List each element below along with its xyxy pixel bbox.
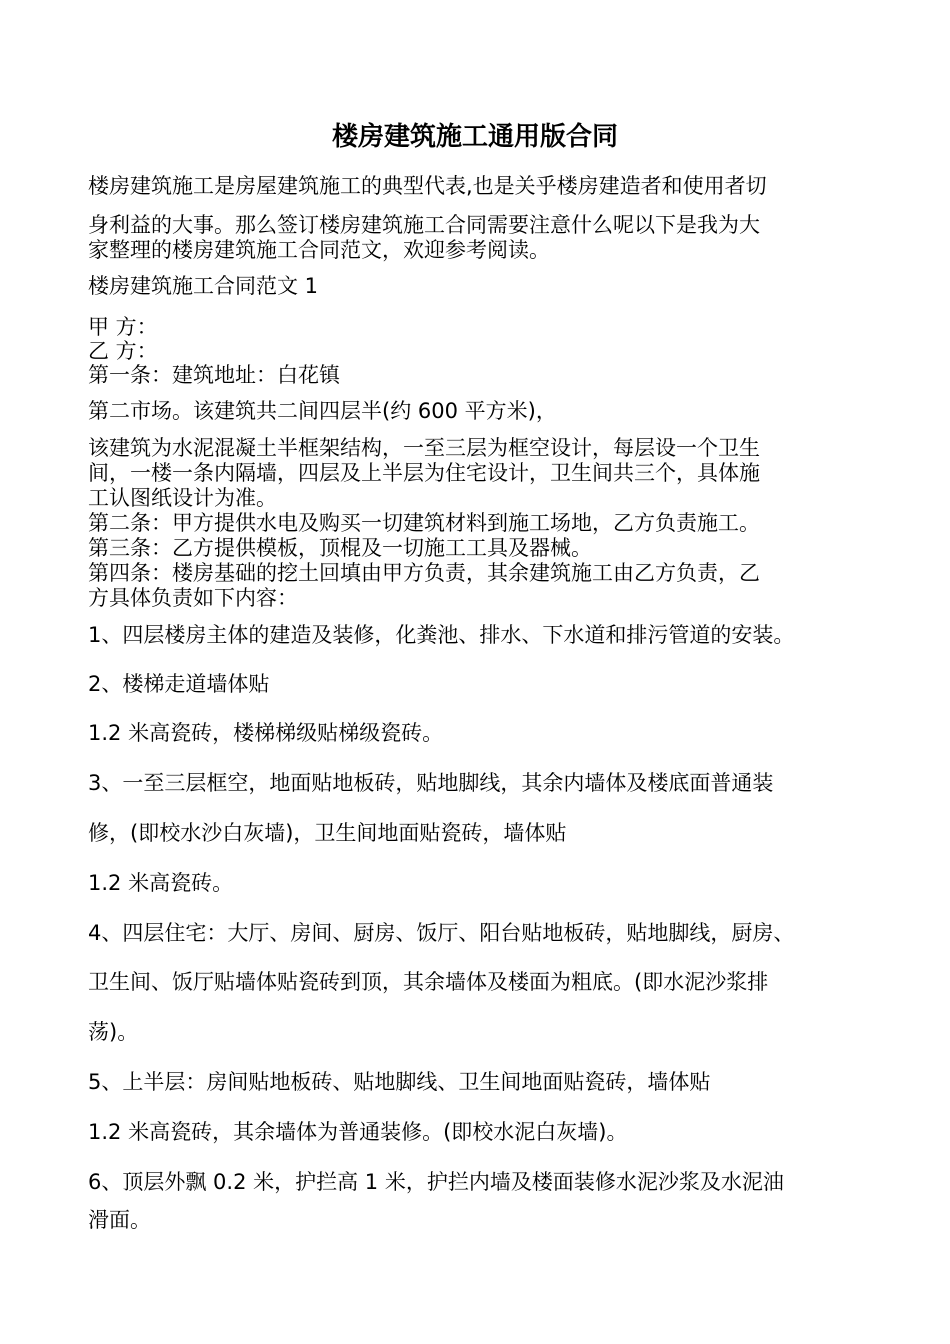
- clause-1-line: 第一条：建筑地址：白花镇: [88, 363, 340, 387]
- structure-line-2: 间，一楼一条内隔墙，四层及上半层为住宅设计，卫生间共三个，具体施: [88, 461, 760, 485]
- party-b-line: 乙 方：: [88, 339, 158, 363]
- item-4-line-3: 荡)。: [88, 1020, 139, 1044]
- clause-2-line: 第二条：甲方提供水电及购买一切建筑材料到施工场地，乙方负责施工。: [88, 511, 760, 535]
- intro-line-3: 家整理的楼房建筑施工合同范文，欢迎参考阅读。: [88, 238, 550, 262]
- item-2-line-1: 2、楼梯走道墙体贴: [88, 672, 270, 696]
- item-1-line: 1、四层楼房主体的建造及装修，化粪池、排水、下水道和排污管道的安装。: [88, 623, 795, 647]
- clause-market-line: 第二市场。该建筑共二间四层半(约 600 平方米)，: [88, 399, 557, 423]
- clause-4-line-1: 第四条：楼房基础的挖土回填由甲方负责，其余建筑施工由乙方负责，乙: [88, 561, 760, 585]
- item-3-line-3: 1.2 米高瓷砖。: [88, 871, 234, 895]
- item-3-line-2: 修，(即校水沙白灰墙)，卫生间地面贴瓷砖，墙体贴: [88, 821, 567, 845]
- structure-line-3: 工认图纸设计为准。: [88, 486, 277, 510]
- item-3-line-1: 3、一至三层框空，地面贴地板砖，贴地脚线，其余内墙体及楼底面普通装: [88, 771, 774, 795]
- intro-line-1: 楼房建筑施工是房屋建筑施工的典型代表,也是关乎楼房建造者和使用者切: [88, 174, 767, 198]
- item-2-line-2: 1.2 米高瓷砖，楼梯梯级贴梯级瓷砖。: [88, 721, 444, 745]
- item-4-line-1: 4、四层住宅：大厅、房间、厨房、饭厅、阳台贴地板砖，贴地脚线，厨房、: [88, 921, 795, 945]
- item-6-line-1: 6、顶层外飘 0.2 米，护拦高 1 米，护拦内墙及楼面装修水泥沙浆及水泥油: [88, 1170, 784, 1194]
- item-5-line-1: 5、上半层：房间贴地板砖、贴地脚线、卫生间地面贴瓷砖，墙体贴: [88, 1070, 711, 1094]
- item-6-line-2: 滑面。: [88, 1208, 151, 1232]
- party-a-line: 甲 方：: [88, 315, 158, 339]
- section-heading: 楼房建筑施工合同范文 1: [88, 274, 319, 298]
- item-5-line-2: 1.2 米高瓷砖，其余墙体为普通装修。(即校水泥白灰墙)。: [88, 1120, 628, 1144]
- structure-line-1: 该建筑为水泥混凝土半框架结构，一至三层为框空设计，每层设一个卫生: [88, 436, 760, 460]
- document-title: 楼房建筑施工通用版合同: [331, 122, 618, 152]
- intro-line-2: 身利益的大事。那么签订楼房建筑施工合同需要注意什么呢以下是我为大: [88, 213, 760, 237]
- clause-4-line-2: 方具体负责如下内容：: [88, 586, 298, 610]
- clause-3-line: 第三条：乙方提供模板，顶棍及一切施工工具及器械。: [88, 536, 592, 560]
- item-4-line-2: 卫生间、饭厅贴墙体贴瓷砖到顶，其余墙体及楼面为粗底。(即水泥沙浆排: [88, 970, 769, 994]
